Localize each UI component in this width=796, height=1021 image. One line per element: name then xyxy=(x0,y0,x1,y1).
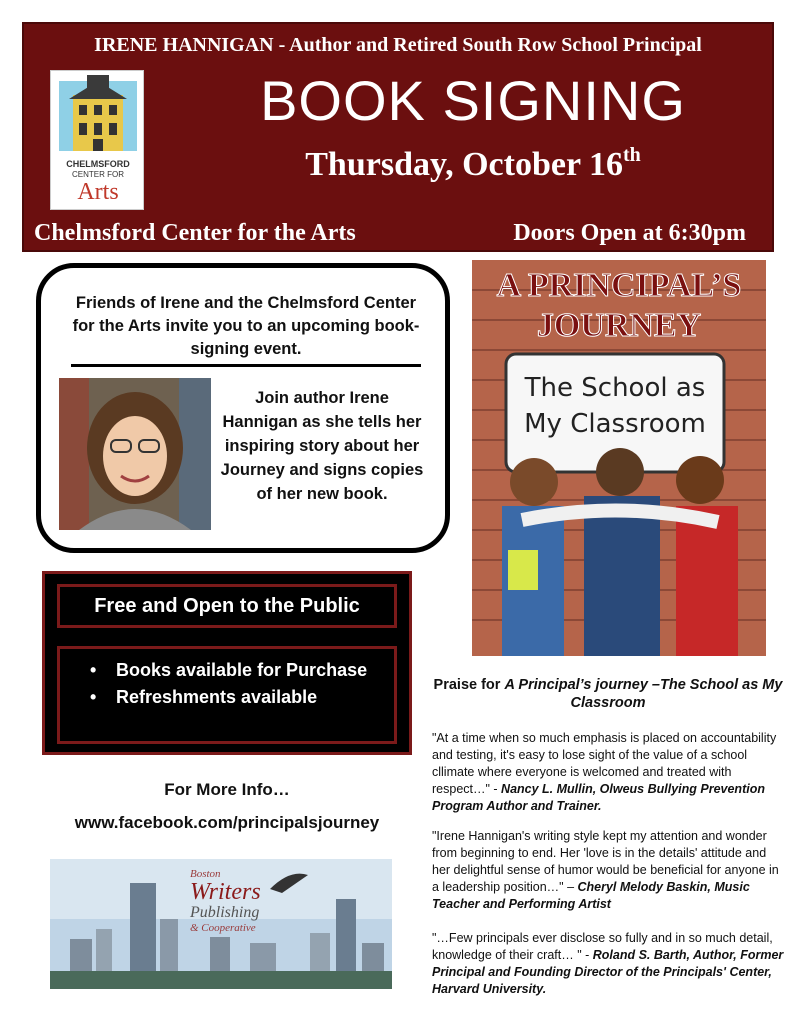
invitation-box xyxy=(36,263,450,553)
event-date-suffix: th xyxy=(622,144,641,166)
publisher-logo xyxy=(50,859,392,989)
praise-heading-prefix: Praise for xyxy=(433,677,505,693)
arts-building-icon xyxy=(51,71,145,211)
publisher-line1: Boston xyxy=(190,868,221,880)
public-info-box xyxy=(42,571,412,755)
publisher-line3: Publishing xyxy=(190,904,260,921)
author-line: IRENE HANNIGAN - Author and Retired South Row School Principal xyxy=(94,34,702,56)
logo-line2: CENTER FOR xyxy=(72,170,124,179)
event-title: BOOK SIGNING xyxy=(260,69,686,132)
testimonial xyxy=(432,930,784,998)
list-item: • Refreshments available xyxy=(90,684,384,711)
divider xyxy=(71,364,421,367)
facebook-link[interactable]: www.facebook.com/principalsjourney xyxy=(74,813,380,832)
event-date-text: Thursday, October 16 xyxy=(305,146,623,183)
cover-title-line1: A PRINCIPAL’S xyxy=(496,267,742,304)
chelmsford-arts-logo xyxy=(50,70,144,210)
praise-heading-title: A Principal’s journey –The School as My Classroom xyxy=(504,677,783,711)
amenities-list xyxy=(57,646,397,744)
more-info-label: For More Info… xyxy=(164,780,290,799)
list-item: • Books available for Purchase xyxy=(90,657,384,684)
publisher-line2: Writers xyxy=(190,879,261,905)
testimonial-text: "At a time when so much emphasis is placed on accountability and testing, it's easy to lose sight of the value of a school cllimate where everyone is welcomed and treated with respect…" - xyxy=(432,731,777,796)
testimonial-text: "…Few principals ever disclose so fully and in so much detail, knowledge of their craft… " - xyxy=(432,931,773,962)
logo-line3: Arts xyxy=(77,179,119,205)
testimonial-text: "Irene Hannigan's writing style kept my attention and wonder from beginning to end. Her 'love is in the details' attitude and her delightful sense of humor would be beneficial for anyone in a leadership position…" – xyxy=(432,829,779,894)
invitation-details: Join author Irene Hannigan as she tells her inspiring story about her Journey and signs copies of her new book. xyxy=(220,389,424,503)
author-photo xyxy=(59,378,211,530)
book-cover xyxy=(472,260,766,656)
testimonial xyxy=(432,828,784,913)
cover-subtitle-line1: The School as xyxy=(524,373,706,403)
venue-name: Chelmsford Center for the Arts xyxy=(34,220,356,246)
praise-heading xyxy=(432,676,784,712)
invitation-intro: Friends of Irene and the Chelmsford Center for the Arts invite you to an upcoming book-signing event. xyxy=(72,294,420,358)
testimonial-attribution: Cheryl Melody Baskin, Music Teacher and Performing Artist xyxy=(432,880,750,911)
testimonial xyxy=(432,730,784,815)
doors-open-time: Doors Open at 6:30pm xyxy=(513,220,746,246)
testimonial-attribution: Roland S. Barth, Author, Former Principal and Founding Director of the Principals' Center, Harvard University. xyxy=(432,948,784,996)
publisher-line4: & Cooperative xyxy=(190,922,256,934)
testimonial-attribution: Nancy L. Mullin, Olweus Bullying Prevention Program Author and Trainer. xyxy=(432,782,765,813)
logo-line1: CHELMSFORD xyxy=(66,159,130,169)
header-banner xyxy=(22,22,774,252)
cover-title-line2: JOURNEY xyxy=(536,307,702,344)
event-date xyxy=(174,144,772,184)
public-heading: Free and Open to the Public xyxy=(57,584,397,628)
cover-subtitle-line2: My Classroom xyxy=(524,409,706,439)
